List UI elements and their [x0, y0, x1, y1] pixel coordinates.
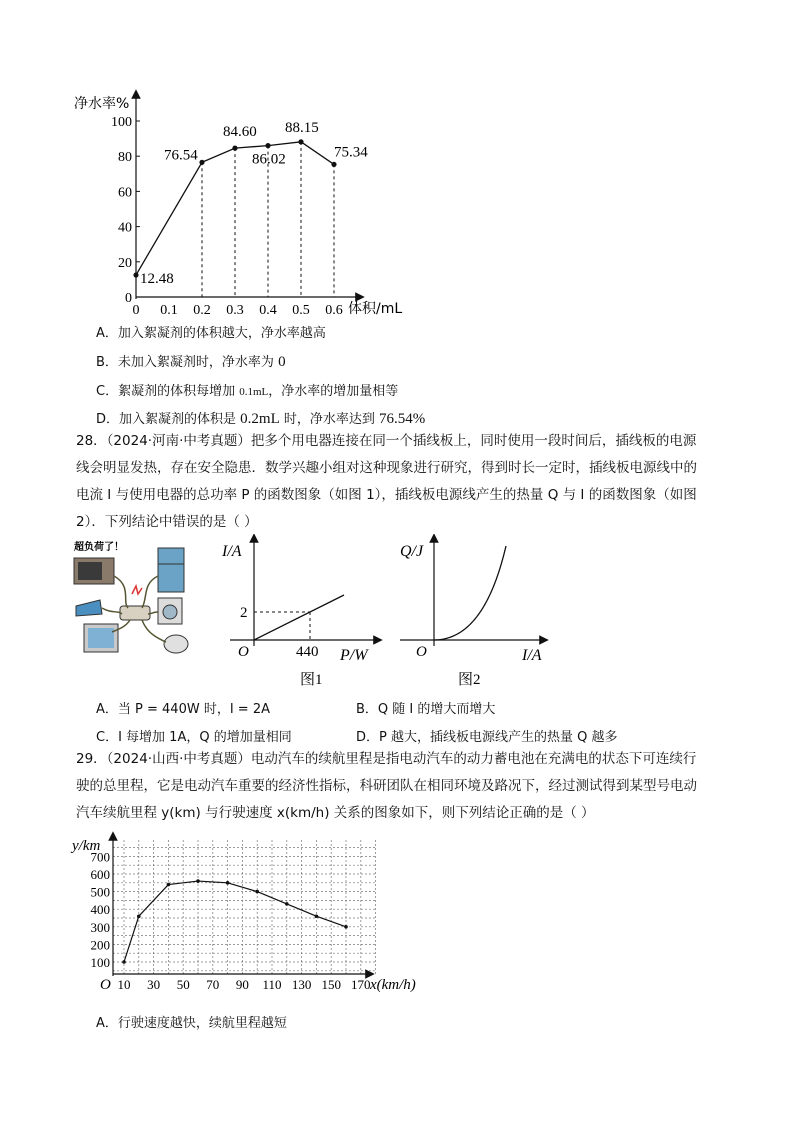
y-tick-label: 100 [111, 115, 132, 130]
data-point [199, 160, 204, 165]
y-tick-label: 20 [118, 255, 132, 271]
f1-tick-x: 440 [296, 644, 319, 660]
data-point [226, 881, 230, 885]
x-tick-label: 0 [132, 303, 140, 318]
data-point [137, 914, 141, 918]
q29-stem [76, 746, 726, 827]
f1-tick-y: 2 [240, 605, 248, 621]
x-tick-label: 0.4 [259, 303, 277, 318]
data-point [133, 272, 138, 277]
c4-y-label: y/km [72, 838, 101, 854]
y-tick-label: 60 [118, 185, 132, 201]
x-tick-label: 70 [206, 977, 220, 992]
x-tick-label: 0.2 [193, 303, 211, 318]
q27-option-b: B．未加入絮凝剂时，净水率为 0 [96, 354, 286, 370]
q28-line3: 电流 I 与使用电器的总功率 P 的函数图象（如图 1），插线板电源线产生的热量 Q 与 I 的函数图象（如图 [76, 487, 697, 503]
y-tick-label: 80 [118, 150, 132, 166]
f2-x-label: I/A [522, 647, 542, 664]
q28-line2: 线会明显发热，存在安全隐患．数学兴趣小组对这种现象进行研究，得到时长一定时，插线板电源线中的 [76, 460, 697, 476]
x-tick-label: 0.5 [292, 303, 310, 318]
data-point [122, 960, 126, 964]
f2-caption: 图2 [458, 672, 481, 688]
overload-illustration [72, 536, 202, 666]
x-tick-label: 30 [147, 977, 161, 992]
x-axis-label: 体积/mL [348, 301, 403, 317]
q29-line2: 驶的总里程，它是电动汽车重要的经济性指标，科研团队在相同环境及路况下，经过测试得到某型号电动 [76, 778, 697, 794]
data-point [298, 139, 303, 144]
x-tick-label: 0.3 [226, 303, 244, 318]
data-point [196, 879, 200, 883]
data-point [344, 925, 348, 929]
c4-origin: O [100, 977, 111, 993]
q27-option-a: A．加入絮凝剂的体积越大，净水率越高 [96, 326, 326, 341]
f1-line [254, 595, 344, 640]
range-line [124, 881, 346, 962]
q29-line3: 汽车续航里程 y(km) 与行驶速度 x(km/h) 关系的图象如下，则下列结论正确的是（ ） [76, 805, 595, 821]
y-tick-label: 500 [90, 884, 110, 900]
y-tick-label: 700 [90, 849, 110, 865]
range-speed-chart [70, 830, 430, 998]
y-tick-label: 40 [118, 220, 132, 236]
data-label: 86.02 [252, 151, 286, 168]
f1-x-label: P/W [340, 647, 368, 664]
q29-line1: 29．（2024·山西·中考真题）电动汽车的续航里程是指电动汽车的动力蓄电池在充满电的状态下可连续行 [76, 751, 697, 767]
data-point [315, 914, 319, 918]
data-label: 76.54 [164, 147, 198, 164]
q27-option-c: C．絮凝剂的体积每增加 0.1mL，净水率的增加量相等 [96, 384, 399, 399]
f2-y-label: Q/J [400, 543, 424, 560]
y-tick-label: 400 [90, 902, 110, 918]
data-label: 84.60 [223, 124, 257, 141]
q28-option-d: D．P 越大，插线板电源线产生的热量 Q 越多 [356, 730, 618, 745]
x-tick-label: 50 [176, 977, 190, 992]
c4-x-label: x(km/h) [370, 977, 416, 993]
x-tick-label: 110 [262, 977, 282, 992]
x-tick-label: 130 [291, 977, 312, 992]
y-tick-label: 600 [90, 867, 110, 882]
data-label: 75.34 [334, 144, 368, 161]
f2-curve [434, 546, 506, 640]
data-point [331, 162, 336, 167]
y-tick-label: 300 [90, 919, 110, 935]
data-point [232, 146, 237, 151]
purification-chart [60, 88, 420, 320]
x-tick-label: 10 [117, 977, 131, 992]
figure2-chart [394, 534, 564, 694]
q28-line4: 2）．下列结论中错误的是（ ） [76, 514, 258, 530]
data-point [167, 883, 171, 887]
q28-stem [76, 428, 726, 536]
data-label: 12.48 [140, 271, 174, 288]
data-point [265, 143, 270, 148]
y-tick-label: 0 [125, 291, 132, 306]
data-label: 88.15 [285, 119, 319, 136]
x-tick-label: 90 [235, 977, 249, 992]
q29-option-a: A．行驶速度越快，续航里程越短 [96, 1016, 287, 1031]
x-tick-label: 150 [321, 977, 341, 992]
x-tick-label: 170 [351, 977, 371, 992]
q27-option-d: D．加入絮凝剂的体积是 0.2mL 时，净水率达到 76.54% [96, 411, 426, 427]
data-point [285, 902, 289, 906]
illustration-caption: 超负荷了！ [74, 542, 124, 553]
y-tick-label: 100 [90, 955, 110, 970]
q28-line1: 28．（2024·河南·中考真题）把多个用电器连接在同一个插线板上，同时使用一段时间后，插线板的电源 [76, 433, 697, 449]
f2-origin: O [416, 644, 427, 660]
q28-option-a: A．当 P = 440W 时，I = 2A [96, 702, 270, 717]
f1-y-label: I/A [222, 543, 242, 560]
x-tick-label: 0.6 [325, 303, 343, 318]
f1-origin: O [238, 644, 249, 660]
q28-option-b: B．Q 随 I 的增大而增大 [356, 702, 496, 717]
f1-caption: 图1 [300, 672, 323, 688]
data-point [255, 890, 259, 894]
figure1-chart [218, 534, 388, 694]
y-axis-label: 净水率% [74, 96, 130, 112]
q28-option-c: C．I 每增加 1A，Q 的增加量相同 [96, 730, 292, 745]
y-tick-label: 200 [90, 937, 110, 953]
x-tick-label: 0.1 [160, 303, 178, 318]
